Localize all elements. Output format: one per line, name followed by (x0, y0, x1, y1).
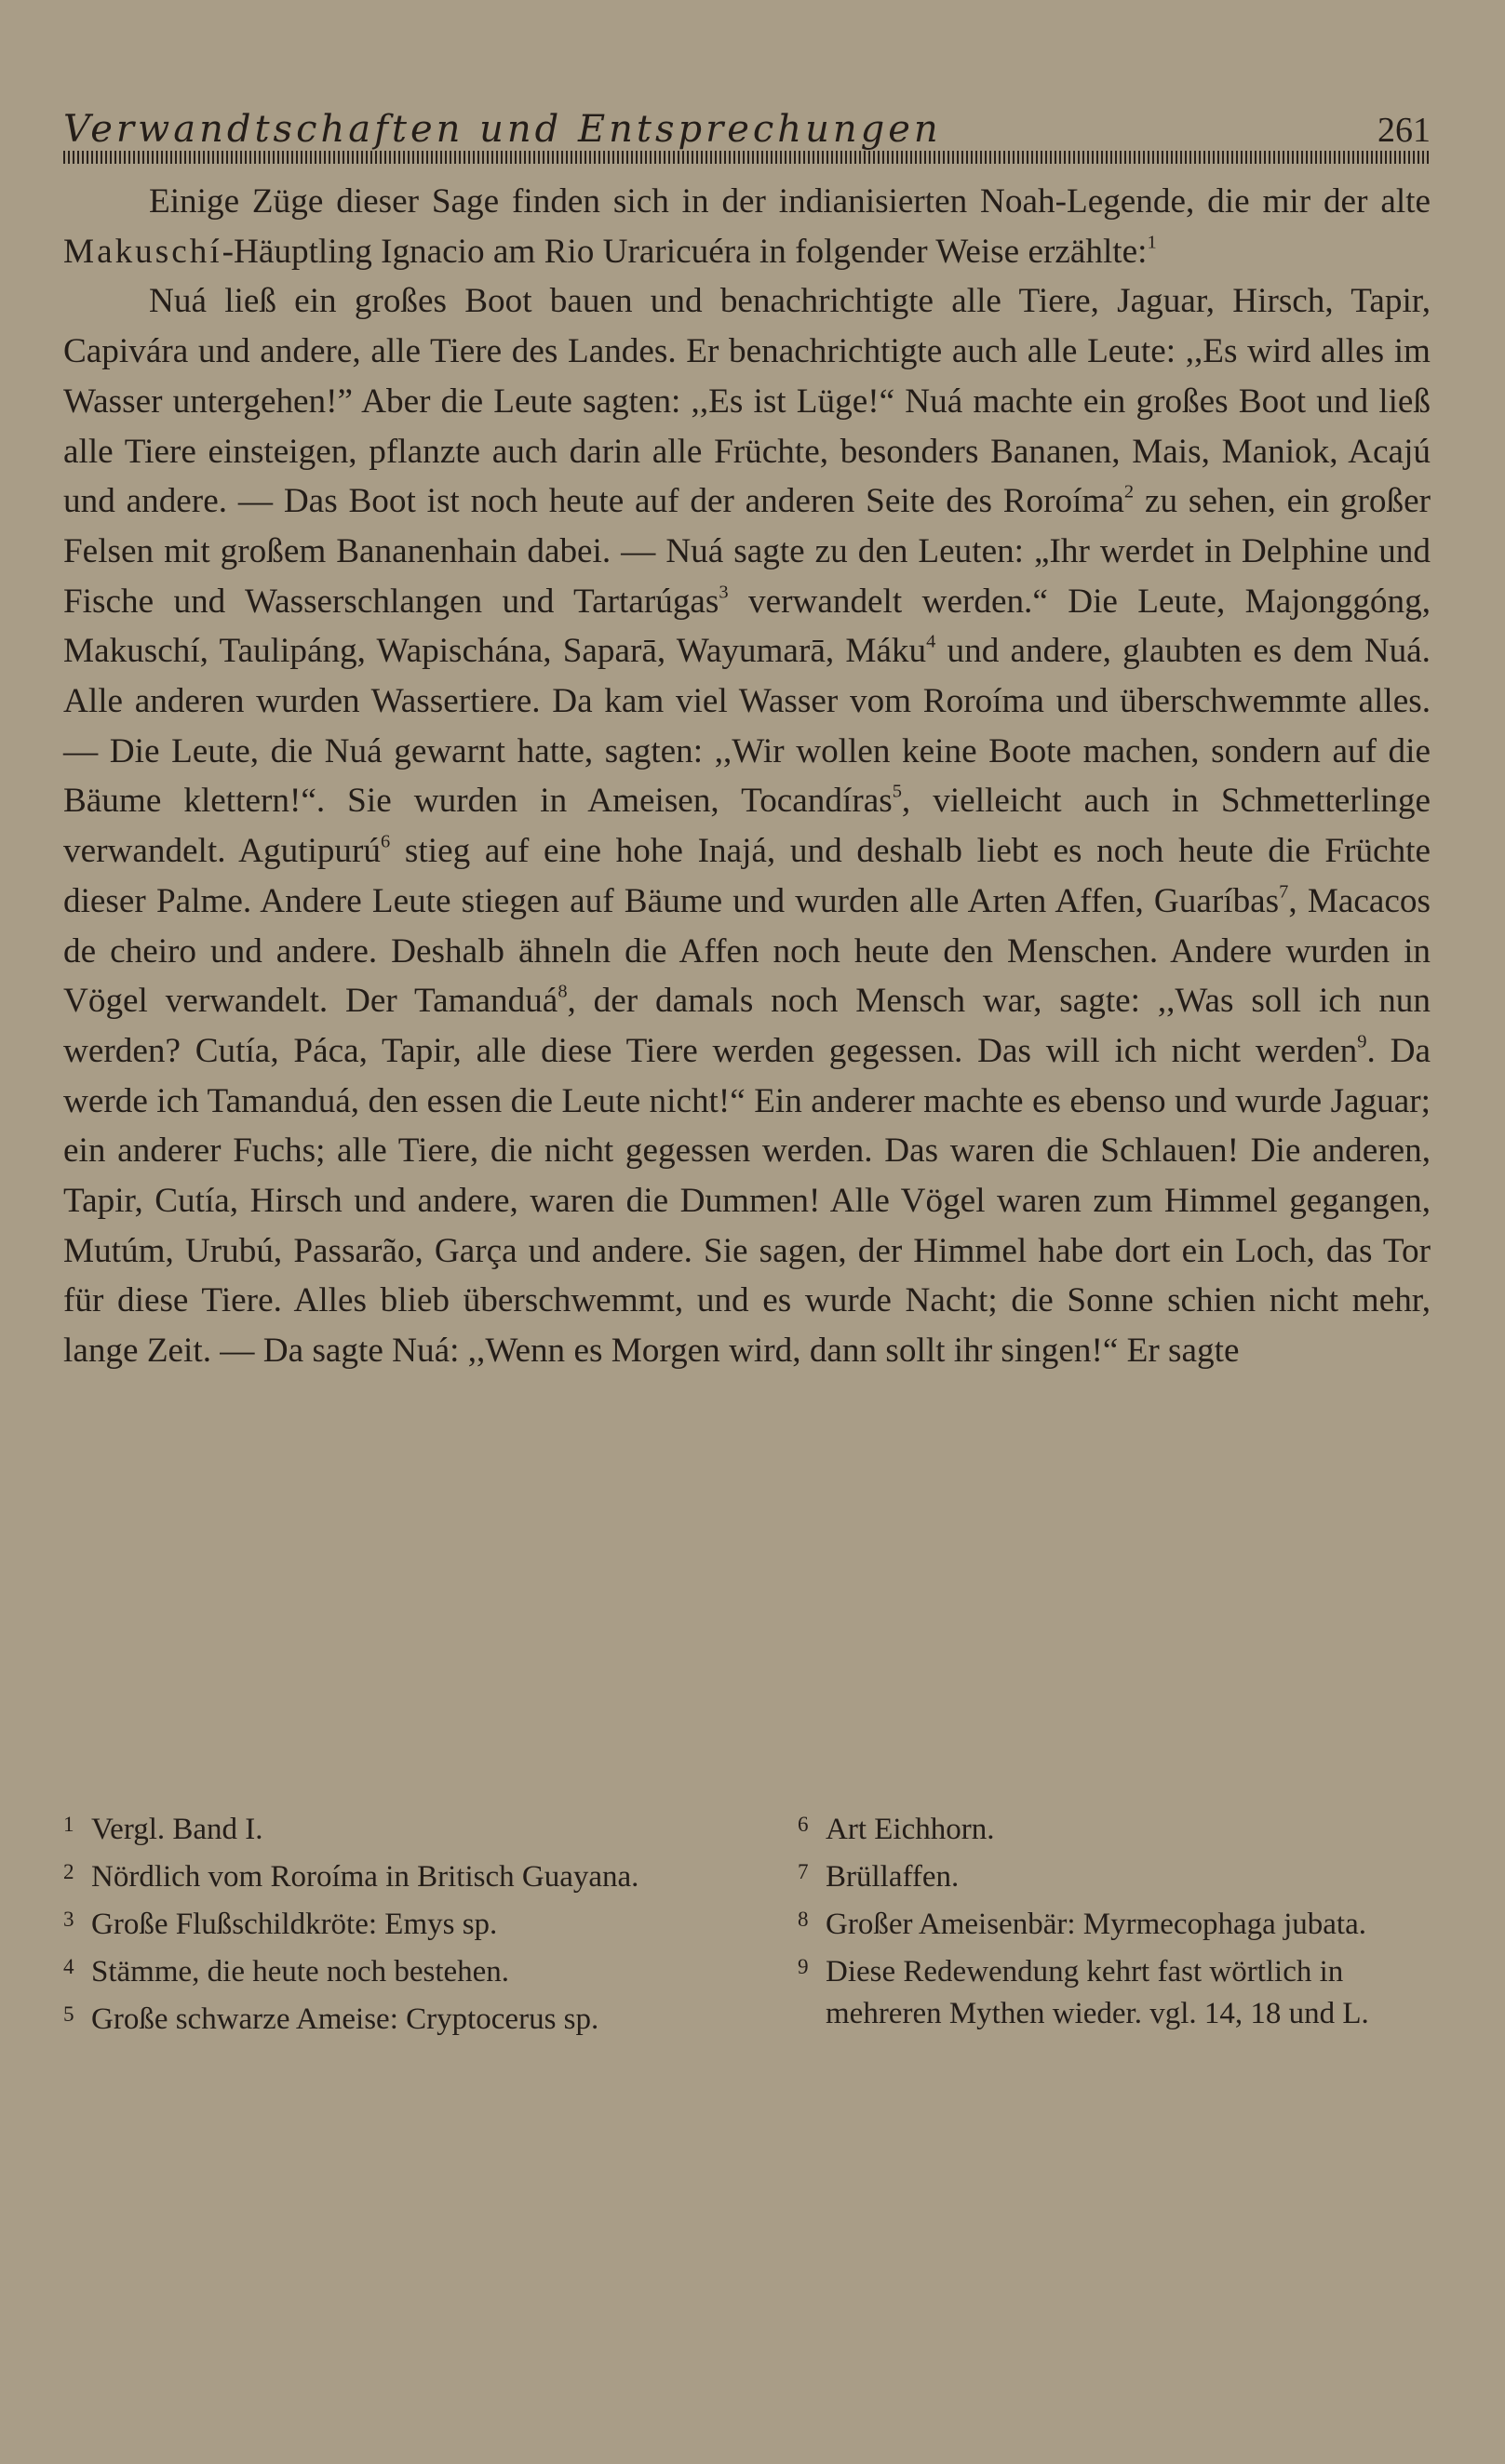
text-run: stieg auf eine hohe Inajá, und deshalb liebt es noch heute die Früchte dieser Palme. Andere Leute stiegen auf Bäume und wurden alle Arten Affen, Guaríbas (63, 832, 1431, 920)
text-run: , vielleicht auch in Schmetterlinge verwandelt. Agutipurú (63, 782, 1431, 871)
footnote-ref: 6 (381, 831, 391, 852)
footnote-mark: 7 (798, 1859, 809, 1884)
text-run: verwandelt werden.“ Die Leute, Majonggóng, Makuschí, Taulipáng, Wapischána, Saparā, Wayumarā, Máku (63, 582, 1431, 671)
paragraph-legend (63, 276, 1431, 1375)
footnote-text: Nördlich vom Roroíma in Britisch Guayana. (91, 1860, 639, 1895)
text-run: und andere, glaubten es dem Nuá. Alle anderen wurden Wassertiere. Da kam viel Wasser vom Roroíma und überschwemmte alles. — Die Leute, die Nuá gewarnt hatte, sagten: ,,Wir wollen keine Boote machen, sondern auf die Bäume klettern!“. Sie wurden in Ameisen, Tocandíras (63, 632, 1431, 821)
footnote-3 (63, 1898, 733, 1946)
footnote-mark: 3 (63, 1907, 74, 1932)
text-run-spaced: Makuschí (63, 232, 222, 271)
footnote-mark: 9 (798, 1954, 809, 1979)
footnote-text: Vergl. Band I. (91, 1813, 263, 1847)
footnote-7 (798, 1851, 1431, 1898)
footnote-text: Diese Redewendung kehrt fast wörtlich in mehreren Mythen wieder. vgl. 14, 18 und L. (826, 1955, 1369, 2031)
footnote-text: Große Flußschildkröte: Emys sp. (91, 1908, 498, 1942)
header-rule (63, 151, 1431, 164)
footnote-mark: 4 (63, 1954, 74, 1979)
footnote-9 (798, 1946, 1431, 2035)
running-header (63, 97, 1431, 151)
footnote-text: Brüllaffen. (826, 1860, 960, 1895)
footnote-mark: 2 (63, 1859, 74, 1884)
footnote-text: Große schwarze Ameise: Cryptocerus sp. (91, 2002, 599, 2037)
footnote-mark: 5 (63, 2002, 74, 2027)
footnotes-right-column (798, 1803, 1431, 2041)
footnote-2 (63, 1851, 733, 1898)
footnote-mark: 1 (63, 1812, 74, 1836)
footnote-6 (798, 1803, 1431, 1851)
footnotes-left-column (63, 1803, 733, 2041)
footnote-ref: 2 (1123, 481, 1135, 502)
paragraph-intro (63, 177, 1431, 276)
text-run: , der damals noch Mensch war, sagte: ,,Was soll ich nun werden? Cutía, Páca, Tapir, alle diese Tiere werden gegessen. Das will ich nicht werden (63, 982, 1431, 1070)
main-text (63, 177, 1431, 1376)
footnote-ref: 9 (1357, 1031, 1367, 1052)
footnote-ref: 7 (1279, 881, 1289, 903)
footnotes (63, 1803, 1431, 2041)
footnote-text: Art Eichhorn. (826, 1813, 995, 1847)
footnote-mark: 6 (798, 1812, 809, 1836)
footnote-text: Stämme, die heute noch bestehen. (91, 1955, 510, 1989)
footnote-text: Großer Ameisenbär: Myrmecophaga jubata. (826, 1908, 1366, 1942)
footnote-4 (63, 1946, 733, 1993)
text-run: Einige Züge dieser Sage finden sich in der indianisierten Noah-Legende, die mir der alte (149, 182, 1431, 221)
text-run: Nuá ließ ein großes Boot bauen und benachrichtigte alle Tiere, Jaguar, Hirsch, Tapir, Capivára und andere, alle Tiere des Landes. Er benachrichtigte auch alle Leute: ,,Es wird alles im Wasser untergehen!” Aber die Leute sagten: ,,Es ist Lüge!“ Nuá machte ein großes Boot und ließ alle Tiere einsteigen, pflanzte auch darin alle Früchte, besonders Bananen, Mais, Maniok, Acajú und andere. — Das Boot ist noch heute auf der anderen Seite des Roroíma (63, 282, 1431, 521)
text-run: zu sehen, ein großer Felsen mit großem Bananenhain dabei. — Nuá sagte zu den Leuten: „Ihr werdet in Delphine und Fische und Wasserschlangen und Tartarúgas (63, 482, 1431, 621)
footnote-ref: 5 (892, 782, 902, 803)
footnote-ref: 3 (719, 582, 729, 603)
footnote-ref: 8 (558, 981, 568, 1002)
footnote-mark: 8 (798, 1907, 809, 1932)
footnote-8 (798, 1898, 1431, 1946)
footnote-ref: 1 (1147, 232, 1157, 253)
text-run: -Häuptling Ignacio am Rio Uraricuéra in folgender Weise erzählte: (222, 232, 1148, 271)
footnote-5 (63, 1993, 733, 2041)
running-title: Verwandtschaften und Entsprechungen (63, 108, 942, 151)
text-run: . Da werde ich Tamanduá, den essen die Leute nicht!“ Ein anderer machte es ebenso und wurde Jaguar; ein anderer Fuchs; alle Tiere, die nicht gegessen werden. Das waren die Schlauen! Die anderen, Tapir, Cutía, Hirsch und andere, waren die Dummen! Alle Vögel waren zum Himmel gegangen, Mutúm, Urubú, Passarão, Garça und andere. Sie sagen, der Himmel habe dort ein Loch, das Tor für diese Tiere. Alles blieb überschwemmt, und es wurde Nacht; die Sonne schien nicht mehr, lange Zeit. — Da sagte Nuá: ,,Wenn es Morgen wird, dann sollt ihr singen!“ Er sagte (63, 1031, 1431, 1371)
page-number: 261 (1377, 111, 1431, 150)
footnote-ref: 4 (926, 631, 936, 652)
text-run: , Macacos de cheiro und andere. Deshalb ähneln die Affen noch heute den Menschen. Andere wurden in Vögel verwandelt. Der Tamanduá (63, 881, 1431, 1021)
footnote-1 (63, 1803, 733, 1851)
